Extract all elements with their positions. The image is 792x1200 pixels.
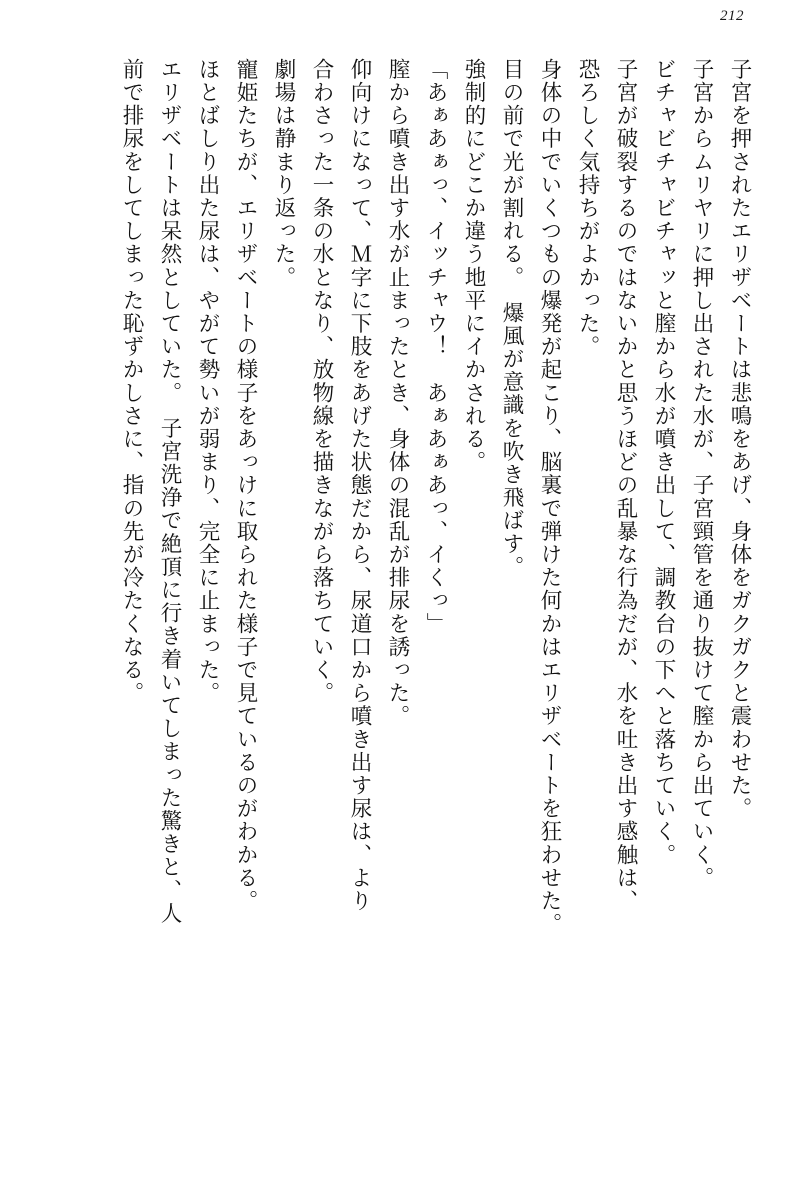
text-line: 前で排尿をしてしまった恥ずかしさに、指の先が冷たくなる。 bbox=[119, 58, 144, 705]
text-line: 寵姫たちが、エリザベートの様子をあっけに取られた様子で見ているのがわかる。 bbox=[233, 58, 258, 913]
text-line: ほとばしり出た尿は、やがて勢いが弱まり、完全に止まった。 bbox=[195, 58, 220, 705]
text-line: 膣から噴き出す水が止まったとき、身体の混乱が排尿を誘った。 bbox=[385, 58, 410, 728]
text-line: 仰向けになって、Ｍ字に下肢をあげた状態だから、尿道口から噴き出す尿は、より bbox=[347, 58, 372, 913]
text-line: 恐ろしく気持ちがよかった。 bbox=[575, 58, 600, 359]
text-line: ビチャビチャビチャッと膣から水が噴き出して、調教台の下へと落ちていく。 bbox=[651, 58, 676, 867]
text-line: 子宮を押されたエリザベートは悲鳴をあげ、身体をガクガクと震わせた。 bbox=[727, 58, 752, 821]
text-line: エリザベートは呆然としていた。 子宮洗浄で絶頂に行き着いてしまった驚きと、人 bbox=[157, 58, 182, 926]
text-line: 劇場は静まり返った。 bbox=[271, 58, 296, 289]
text-line: 子宮が破裂するのではないかと思うほどの乱暴な行為だが、水を吐き出す感触は、 bbox=[613, 58, 638, 913]
text-line: 強制的にどこか違う地平にイかされる。 bbox=[461, 58, 486, 474]
text-line: 合わさった一条の水となり、放物線を描きながら落ちていく。 bbox=[309, 58, 334, 705]
text-line: 「あぁあぁっ、イッチャウ！ あぁあぁあっ、イくっ」 bbox=[423, 58, 448, 636]
text-line: 目の前で光が割れる。 爆風が意識を吹き飛ばす。 bbox=[499, 58, 524, 579]
text-line: 子宮からムリヤリに押し出された水が、子宮頸管を通り抜けて膣から出ていく。 bbox=[689, 58, 714, 890]
text-line: 身体の中でいくつもの爆発が起こり、脳裏で弾けた何かはエリザベートを狂わせた。 bbox=[537, 58, 562, 936]
body-text-block bbox=[40, 58, 750, 1152]
page-number: 212 bbox=[720, 8, 744, 24]
